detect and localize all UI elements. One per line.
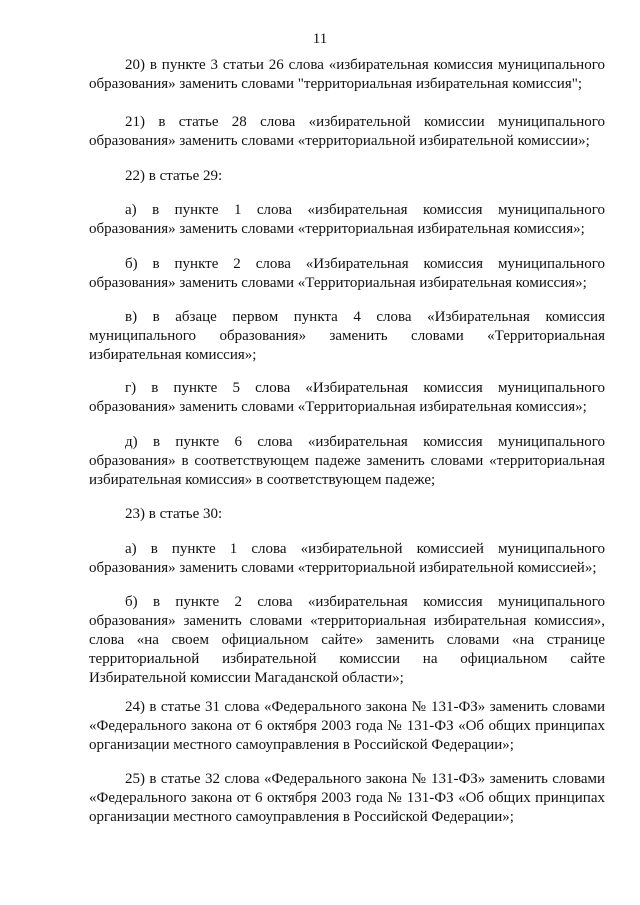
item-line: муниципального образования» заменить словами «Территориальная xyxy=(89,328,605,344)
item-line: слова «на своем официальном сайте» заменить словами «на странице xyxy=(89,632,605,648)
item-22v xyxy=(89,308,605,365)
item-line: организации местного самоуправления в Российской Федерации»; xyxy=(89,737,514,753)
item-22a xyxy=(89,201,605,239)
item-line: образования» заменить словами «территориальная избирательная комиссия», xyxy=(89,613,605,629)
item-line: образования» заменить словами «территориальная избирательная комиссия»; xyxy=(89,221,585,237)
item-line: территориальной избирательной комиссии на официальном сайте xyxy=(89,651,605,667)
item-20 xyxy=(89,56,605,94)
item-line: Избирательной комиссии Магаданской области»; xyxy=(89,670,404,686)
item-line: в) в абзаце первом пункта 4 слова «Избирательная комиссия xyxy=(125,309,605,325)
item-line: 21) в статье 28 слова «избирательной комиссии муниципального xyxy=(125,114,605,130)
item-line: г) в пункте 5 слова «Избирательная комиссия муниципального xyxy=(125,380,605,396)
item-22 xyxy=(89,167,605,186)
item-23b xyxy=(89,593,605,688)
item-24 xyxy=(89,698,605,755)
item-line: избирательная комиссия» в соответствующем падеже; xyxy=(89,472,436,488)
item-line: образования» заменить словами «территориальной избирательной комиссией»; xyxy=(89,560,597,576)
item-line: 23) в статье 30: xyxy=(125,506,223,522)
item-25 xyxy=(89,770,605,827)
item-line: «Федерального закона от 6 октября 2003 года № 131-ФЗ «Об общих принципах xyxy=(89,718,605,734)
item-line: образования» заменить словами «Территориальная избирательная комиссия»; xyxy=(89,399,587,415)
item-21 xyxy=(89,113,605,151)
item-line: а) в пункте 1 слова «избирательной комиссией муниципального xyxy=(125,541,605,557)
item-line: б) в пункте 2 слова «Избирательная комиссия муниципального xyxy=(125,256,605,272)
item-line: «Федерального закона от 6 октября 2003 года № 131-ФЗ «Об общих принципах xyxy=(89,790,605,806)
item-line: 25) в статье 32 слова «Федерального закона № 131-ФЗ» заменить словами xyxy=(125,771,605,787)
item-line: 22) в статье 29: xyxy=(125,168,223,184)
item-line: образования» заменить словами «территориальной избирательной комиссии»; xyxy=(89,133,590,149)
item-line: 24) в статье 31 слова «Федерального закона № 131-ФЗ» заменить словами xyxy=(125,699,605,715)
item-22d xyxy=(89,433,605,490)
item-line: 20) в пункте 3 статьи 26 слова «избирательная комиссия муниципального xyxy=(125,57,605,73)
item-line: а) в пункте 1 слова «избирательная комиссия муниципального xyxy=(125,202,605,218)
page-number: 11 xyxy=(312,31,328,47)
item-line: организации местного самоуправления в Российской Федерации»; xyxy=(89,809,514,825)
item-23 xyxy=(89,505,605,524)
item-22b xyxy=(89,255,605,293)
item-23a xyxy=(89,540,605,578)
item-22g xyxy=(89,379,605,417)
item-line: д) в пункте 6 слова «избирательная комиссия муниципального xyxy=(125,434,605,450)
item-line: избирательная комиссия»; xyxy=(89,347,257,363)
item-line: образования» в соответствующем падеже заменить словами «территориальная xyxy=(89,453,605,469)
item-line: образования» заменить словами «Территориальная избирательная комиссия»; xyxy=(89,275,587,291)
item-line: образования» заменить словами "территориальная избирательная комиссия"; xyxy=(89,76,583,92)
item-line: б) в пункте 2 слова «избирательная комиссия муниципального xyxy=(125,594,605,610)
